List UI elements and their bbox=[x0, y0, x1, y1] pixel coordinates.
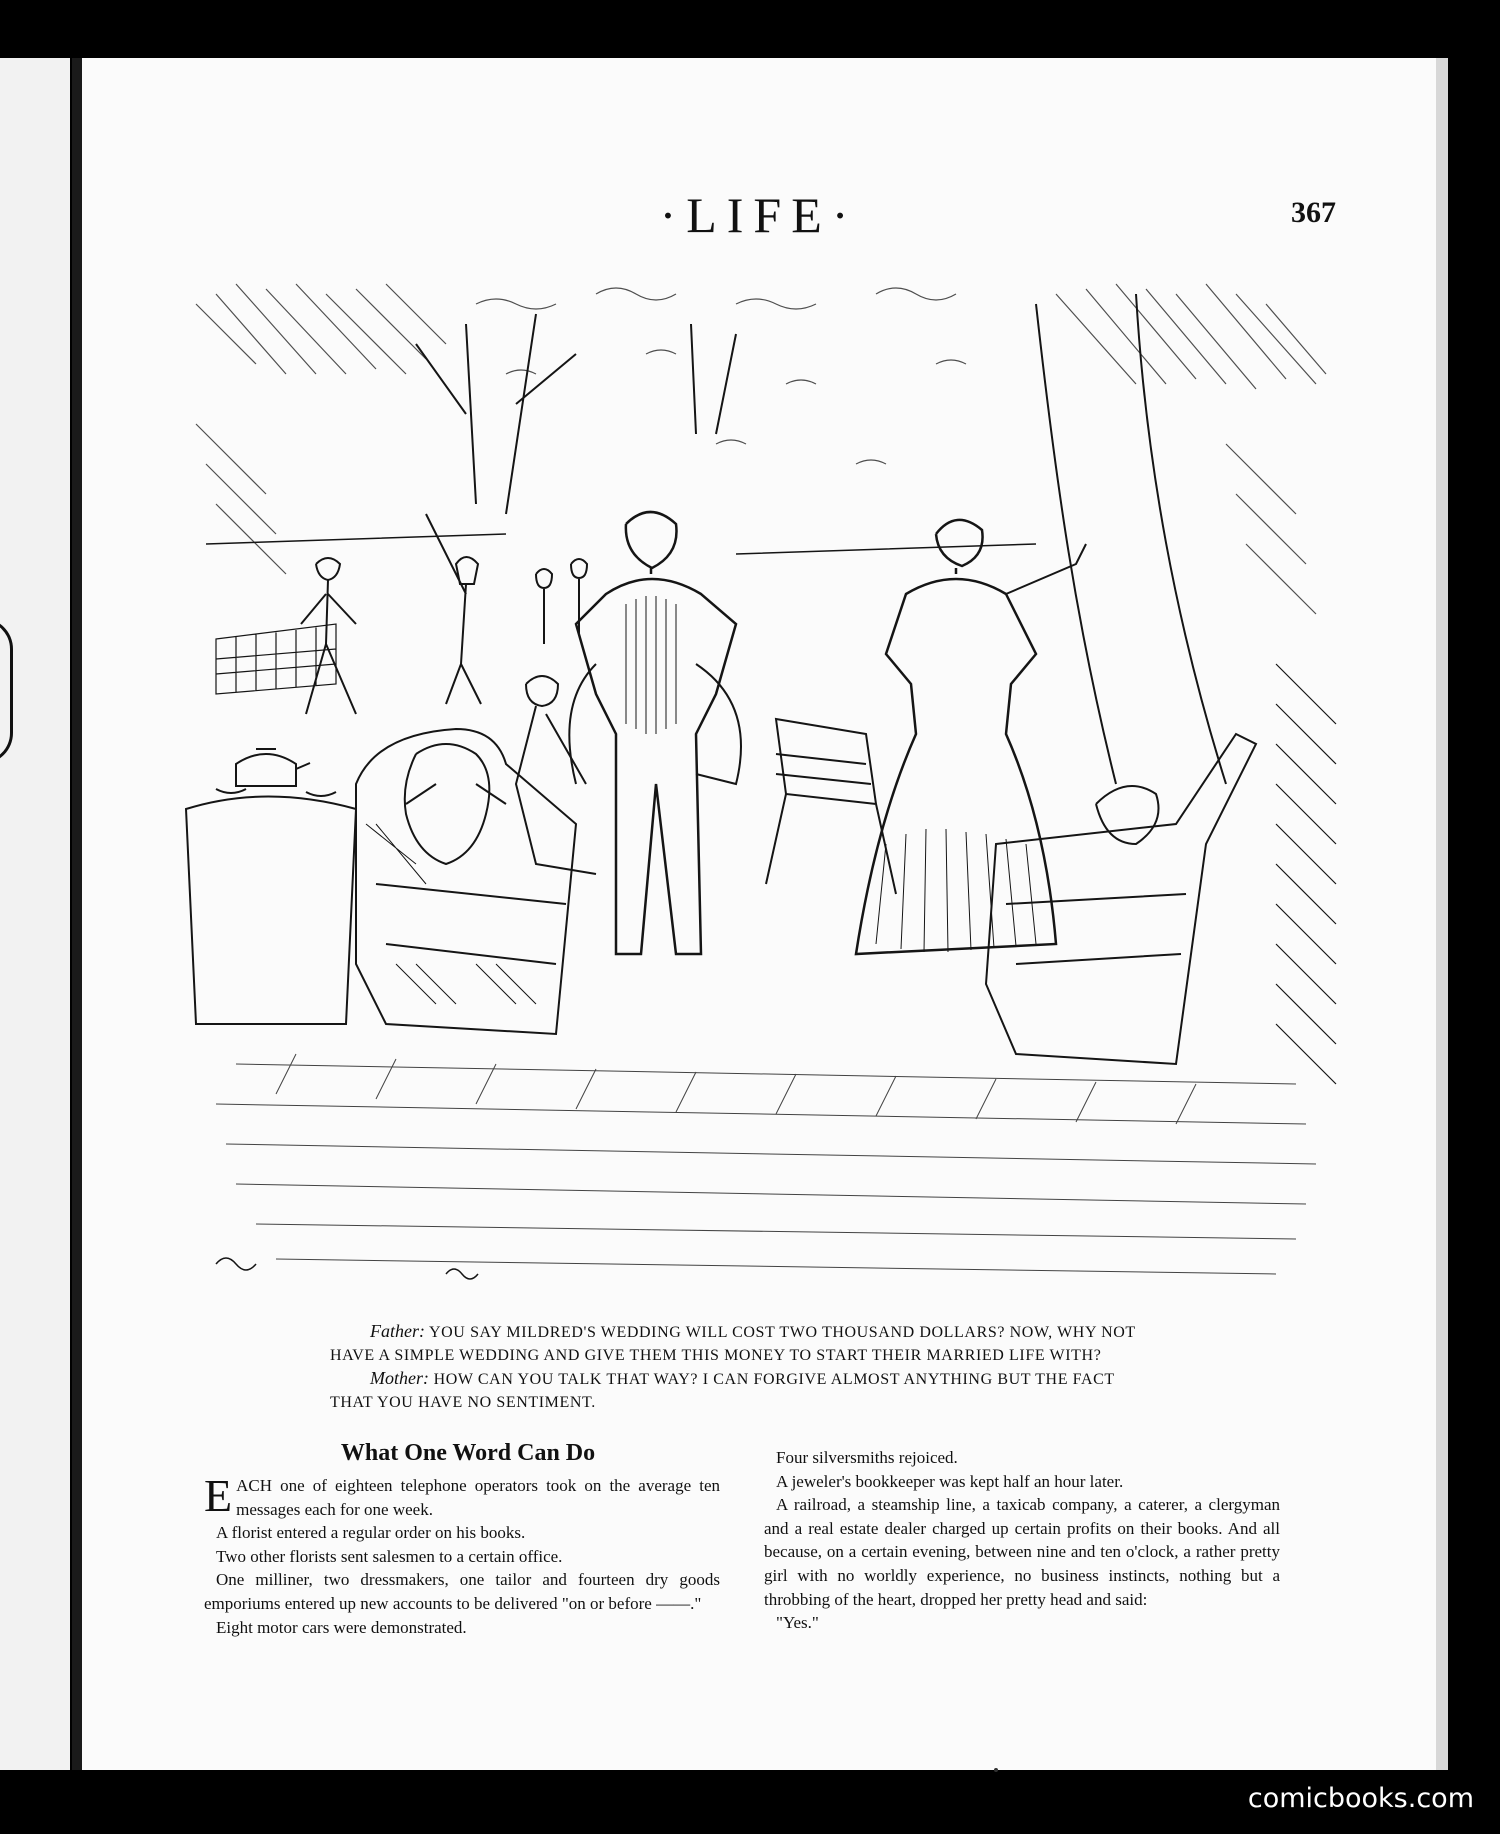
garden-bench bbox=[766, 719, 896, 894]
article-paragraph: Eight motor cars were demonstrated. bbox=[216, 1617, 467, 1637]
father-vest-stripes bbox=[626, 596, 676, 734]
page-edge-right bbox=[1436, 58, 1448, 1770]
article-paragraph: One milliner, two dressmakers, one tailor and fourteen dry goods emporiums entered up new accounts to be delivered "on or before ——." bbox=[204, 1570, 720, 1613]
article-paragraph: "Yes." bbox=[776, 1613, 819, 1633]
caption-father-line-1: YOU SAY MILDRED'S WEDDING WILL COST TWO THOUSAND DOLLARS? NOW, WHY NOT bbox=[429, 1324, 1136, 1341]
caption-mother-line-1: HOW CAN YOU TALK THAT WAY? I CAN FORGIVE ALMOST ANYTHING BUT THE FACT bbox=[433, 1371, 1115, 1388]
article-column-right bbox=[764, 1446, 1280, 1635]
article-paragraph: Two other florists sent salesmen to a certain office. bbox=[216, 1546, 563, 1566]
drop-cap: E bbox=[204, 1470, 233, 1521]
cartoon-caption bbox=[330, 1320, 1210, 1414]
caption-father-line-2: HAVE A SIMPLE WEDDING AND GIVE THEM THIS MONEY TO START THEIR MARRIED LIFE WITH? bbox=[330, 1347, 1102, 1364]
cartoon-illustration bbox=[176, 264, 1346, 1312]
teapot bbox=[236, 749, 310, 786]
mother-skirt-stripes bbox=[876, 829, 1036, 952]
magazine-page bbox=[82, 58, 1436, 1770]
binding-gutter bbox=[72, 58, 82, 1770]
teacups bbox=[216, 789, 336, 796]
ground-hatching bbox=[216, 1054, 1316, 1274]
cushion bbox=[1096, 786, 1159, 844]
wicker-texture bbox=[366, 824, 536, 1004]
caption-speaker-father: Father: bbox=[370, 1321, 425, 1341]
dog bbox=[405, 744, 506, 864]
tree-left bbox=[416, 314, 576, 514]
tennis-player bbox=[301, 558, 356, 714]
caption-speaker-mother: Mother: bbox=[370, 1368, 429, 1388]
site-watermark: comicbooks.com bbox=[1247, 1783, 1474, 1814]
masthead: ·LIFE· bbox=[659, 187, 859, 243]
father-coat-tails bbox=[569, 664, 741, 784]
article-column-left bbox=[204, 1470, 720, 1639]
facing-page-illustration-fragment bbox=[0, 618, 13, 764]
facing-page-edge bbox=[0, 58, 70, 1770]
girl-with-racket bbox=[426, 514, 481, 704]
tea-table bbox=[186, 797, 356, 1025]
tree-right-trunk bbox=[1036, 294, 1226, 784]
caption-mother-line-2: THAT YOU HAVE NO SENTIMENT. bbox=[330, 1394, 596, 1411]
horizon-line bbox=[206, 534, 1036, 554]
right-hatch bbox=[1276, 664, 1336, 1084]
article-paragraph: A railroad, a steamship line, a taxicab company, a caterer, a clergyman and a real estate dealer charged up certain profits on their books. And all because, on a certain evening, between nine and ten o'clock, a rather pretty girl with no worldly experience, no business instincts, nothing but a throbbing of the heart, dropped her pretty head and said: bbox=[764, 1495, 1280, 1609]
printer-dot bbox=[994, 1768, 998, 1772]
tree-center bbox=[691, 324, 736, 434]
article-paragraph: Four silversmiths rejoiced. bbox=[776, 1448, 958, 1467]
girl-in-chair bbox=[516, 676, 596, 874]
article-paragraph: A jeweler's bookkeeper was kept half an hour later. bbox=[776, 1471, 1124, 1491]
wicker-chair-right bbox=[986, 734, 1256, 1064]
article-paragraph: EACH one of eighteen telephone operators took on the average ten messages each for one week. bbox=[204, 1470, 720, 1521]
article-paragraph: A florist entered a regular order on his books. bbox=[216, 1523, 526, 1543]
wicker-chair-left bbox=[356, 729, 576, 1034]
page-number: 367 bbox=[1291, 196, 1336, 229]
article-title: What One Word Can Do bbox=[340, 1440, 596, 1466]
tennis-net bbox=[216, 624, 336, 694]
foliage-hatching bbox=[196, 284, 1326, 614]
